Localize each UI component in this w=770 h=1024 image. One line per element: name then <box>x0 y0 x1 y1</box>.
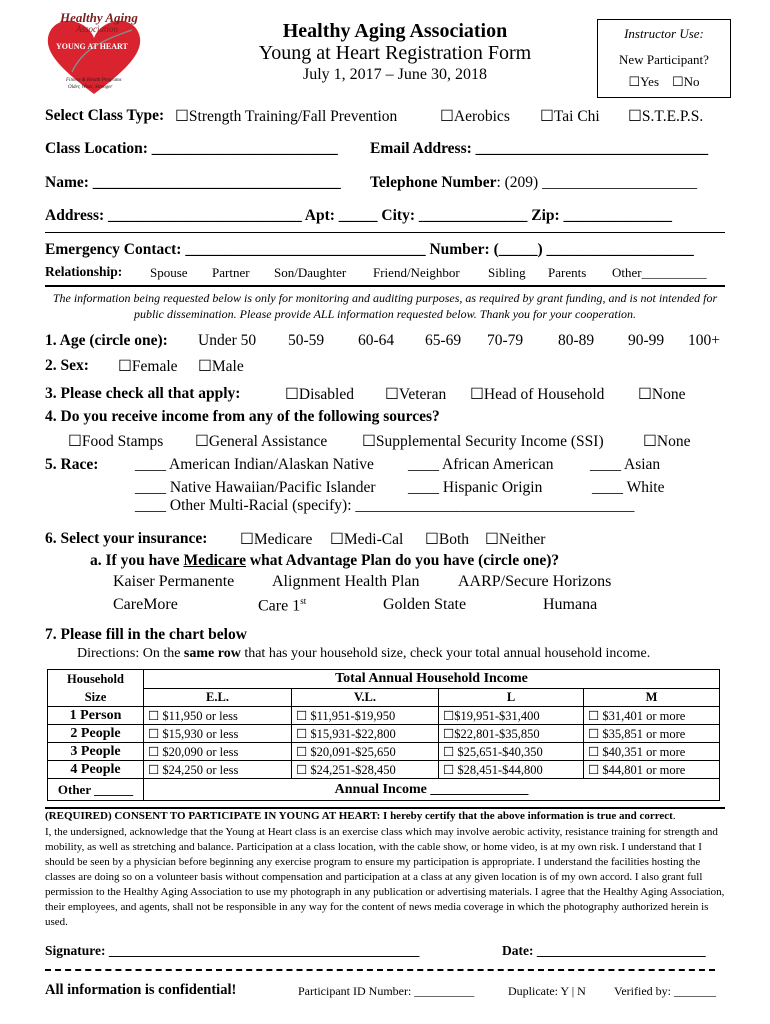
plan-care1-text: Care 1 <box>258 597 301 615</box>
instructor-use-box <box>597 19 731 98</box>
income-cell[interactable]: ☐ $20,091-$25,650 <box>292 743 439 761</box>
age-option-70-79[interactable]: 70-79 <box>487 332 524 349</box>
relationship-partner[interactable]: Partner <box>212 265 250 280</box>
age-option-under-50[interactable]: Under 50 <box>198 332 257 349</box>
row-size: 2 People <box>48 725 144 743</box>
class-option-steps[interactable]: ☐S.T.E.P.S. <box>628 108 704 125</box>
verified-by-field[interactable]: Verified by: _______ <box>614 984 716 998</box>
age-option-80-89[interactable]: 80-89 <box>558 332 595 349</box>
q2-sex-label: 2. Sex: <box>45 357 89 374</box>
relationship-label: Relationship: <box>45 264 123 279</box>
plan-kaiser[interactable]: Kaiser Permanente <box>113 573 235 590</box>
income-cell[interactable]: ☐ $35,851 or more <box>584 725 720 743</box>
q3-option-disabled[interactable]: ☐Disabled <box>285 386 354 403</box>
plan-care1-sup: st <box>300 596 307 606</box>
q6a-suffix: what Advantage Plan do you have (circle one)? <box>246 552 560 569</box>
new-participant-question: New Participant? <box>619 52 709 67</box>
col-m-header: M <box>584 688 720 707</box>
telephone-field[interactable] <box>370 174 697 192</box>
class-option-tai-chi[interactable]: ☐Tai Chi <box>540 108 600 125</box>
form-dates: July 1, 2017 – June 30, 2018 <box>303 66 487 83</box>
income-cell[interactable]: ☐ $44,801 or more <box>584 761 720 779</box>
col-el-header: E.L. <box>144 688 292 707</box>
q5-race-label: 5. Race: <box>45 456 99 473</box>
income-cell[interactable]: ☐$19,951-$31,400 <box>439 707 584 725</box>
telephone-label: Telephone Number <box>370 174 497 191</box>
q4-option-general-assistance[interactable]: ☐General Assistance <box>195 433 328 450</box>
confidential-notice: All information is confidential! <box>45 982 237 998</box>
logo-line3: YOUNG AT HEART <box>56 42 128 51</box>
q4-option-food-stamps[interactable]: ☐Food Stamps <box>68 433 164 450</box>
address-field[interactable]: Address: _________________________ Apt: _____ City: ______________ Zip: ______________ <box>45 207 673 224</box>
income-cell[interactable]: ☐ $11,951-$19,950 <box>292 707 439 725</box>
row-size: 1 Person <box>48 707 144 725</box>
col-l-header: L <box>439 688 584 707</box>
q7-label: 7. Please fill in the chart below <box>45 626 247 643</box>
q6-insurance-label: 6. Select your insurance: <box>45 530 208 547</box>
income-cell[interactable]: ☐ $11,950 or less <box>144 707 292 725</box>
sex-option-male[interactable]: ☐Male <box>198 358 244 375</box>
insurance-medi-cal[interactable]: ☐Medi-Cal <box>330 531 404 548</box>
class-option-strength[interactable]: ☐Strength Training/Fall Prevention <box>175 108 398 125</box>
logo-line4: Fitness & Health Programs <box>66 78 122 83</box>
duplicate-field[interactable]: Duplicate: Y | N <box>508 984 586 998</box>
instructor-title: Instructor Use: <box>624 26 704 41</box>
sex-option-female[interactable]: ☐Female <box>118 358 178 375</box>
q7-dir-bold: same row <box>183 646 241 661</box>
income-cell[interactable]: ☐ $40,351 or more <box>584 743 720 761</box>
class-type-label: Select Class Type: <box>45 107 165 124</box>
q7-dir-prefix: Directions: On the <box>77 646 184 661</box>
telephone-value: : (209) ____________________ <box>496 174 698 191</box>
income-cell[interactable]: ☐ $20,090 or less <box>144 743 292 761</box>
race-native-hawaiian[interactable]: ____ Native Hawaiian/Pacific Islander <box>135 479 376 496</box>
plan-humana[interactable]: Humana <box>543 596 598 613</box>
consent-heading-text: (REQUIRED) CONSENT TO PARTICIPATE IN YOUNG AT HEART: I hereby certify that the above information is true and correct <box>45 810 673 822</box>
age-option-60-64[interactable]: 60-64 <box>358 332 395 349</box>
divider-thick <box>45 285 725 287</box>
table-row <box>48 743 720 761</box>
relationship-sibling[interactable]: Sibling <box>488 265 526 280</box>
race-african-american[interactable]: ____ African American <box>408 456 554 473</box>
relationship-other[interactable]: Other__________ <box>612 265 707 280</box>
annual-income-field[interactable]: Annual Income ______________ <box>144 779 720 801</box>
divider-thick <box>45 807 725 809</box>
q6a-medicare: Medicare <box>183 552 246 569</box>
logo-line1: Healthy Aging <box>60 10 138 25</box>
q1-age-label: 1. Age (circle one): <box>45 332 168 349</box>
plan-aarp[interactable]: AARP/Secure Horizons <box>458 573 612 590</box>
q7-directions <box>77 646 650 662</box>
total-income-header: Total Annual Household Income <box>144 670 720 689</box>
new-participant-yes-checkbox[interactable]: ☐Yes <box>628 74 660 89</box>
relationship-parents[interactable]: Parents <box>548 265 587 280</box>
income-cell[interactable]: ☐ $25,651-$40,350 <box>439 743 584 761</box>
table-row <box>48 707 720 725</box>
relationship-friend-neighbor[interactable]: Friend/Neighbor <box>373 265 460 280</box>
q4-option-none[interactable]: ☐None <box>643 433 691 450</box>
insurance-neither[interactable]: ☐Neither <box>485 531 546 548</box>
age-option-100-plus[interactable]: 100+ <box>688 332 720 349</box>
col-vl-header: V.L. <box>292 688 439 707</box>
consent-heading-period: . <box>672 810 676 822</box>
q3-option-veteran[interactable]: ☐Veteran <box>385 386 447 403</box>
household-size-header: Household Size <box>48 670 144 707</box>
name-field[interactable]: Name: ________________________________ <box>45 174 341 191</box>
date-field[interactable]: Date: _________________________ <box>502 943 706 958</box>
relationship-son-daughter[interactable]: Son/Daughter <box>274 265 347 280</box>
association-logo <box>42 10 146 98</box>
cut-line <box>45 969 715 971</box>
race-asian[interactable]: ____ Asian <box>590 456 661 473</box>
income-cell[interactable]: ☐ $24,250 or less <box>144 761 292 779</box>
race-hispanic[interactable]: ____ Hispanic Origin <box>408 479 543 496</box>
class-location-field[interactable]: Class Location: ________________________ <box>45 140 338 157</box>
race-american-indian[interactable]: ____ American Indian/Alaskan Native <box>135 456 374 473</box>
form-title: Young at Heart Registration Form <box>258 42 532 64</box>
q4-option-ssi[interactable]: ☐Supplemental Security Income (SSI) <box>362 433 604 450</box>
income-cell[interactable]: ☐ $28,451-$44,800 <box>439 761 584 779</box>
new-participant-options <box>598 74 730 90</box>
plan-caremore[interactable]: CareMore <box>113 596 178 613</box>
consent-body: I, the undersigned, acknowledge that the Young at Heart class is an exercise class which may involve aerobic activity, resistance training for strength and mobility, as well as stretching and balance. Participation at a class location, with the cable show, or home video, is at my own risk. I understand that I should be seen by a physician before beginning any exercise program to ensure my participation is appropriate. I understand the facilities hosting the classes are doing so on a volunteer basis without compensation and participation at a class at any given location is of my own accord. I also grant full permission to the Healthy Aging Association to use my photograph in any publication or advertising materials. I agree that the Healthy Aging Association, their employees, and agents, shall not be responsible in any way for the content of news media coverage in which the photography authorized herein is used. <box>45 826 725 928</box>
q4-label: 4. Do you receive income from any of the following sources? <box>45 408 440 425</box>
income-table <box>47 669 720 801</box>
divider <box>45 232 725 233</box>
participant-id-field[interactable]: Participant ID Number: __________ <box>298 984 475 998</box>
emergency-contact-field[interactable]: Emergency Contact: _______________________________ Number: (_____) ___________________ <box>45 241 694 258</box>
table-row <box>48 761 720 779</box>
income-cell[interactable]: ☐ $15,930 or less <box>144 725 292 743</box>
row-size: 4 People <box>48 761 144 779</box>
logo-line2: Association <box>76 24 118 34</box>
age-option-65-69[interactable]: 65-69 <box>425 332 462 349</box>
q7-dir-suffix: that has your household size, check your total annual household income. <box>240 646 651 661</box>
insurance-medicare[interactable]: ☐Medicare <box>240 531 313 548</box>
email-field[interactable]: Email Address: ______________________________ <box>370 140 709 157</box>
plan-care1[interactable] <box>258 596 306 615</box>
logo-line5: Older, Wiser, Stronger <box>68 85 113 90</box>
data-use-notice: The information being requested below is only for monitoring and auditing purposes, as required by grant funding, and is not intended for public dissemination. Please provide ALL information requested below. Thank you for your cooperation. <box>52 291 718 321</box>
income-cell[interactable]: ☐$22,801-$35,850 <box>439 725 584 743</box>
row-size: 3 People <box>48 743 144 761</box>
q3-option-head-of-household[interactable]: ☐Head of Household <box>470 386 605 403</box>
age-option-50-59[interactable]: 50-59 <box>288 332 325 349</box>
q3-label: 3. Please check all that apply: <box>45 385 241 402</box>
income-cell[interactable]: ☐ $15,931-$22,800 <box>292 725 439 743</box>
age-option-90-99[interactable]: 90-99 <box>628 332 665 349</box>
relationship-spouse[interactable]: Spouse <box>150 265 188 280</box>
plan-alignment[interactable]: Alignment Health Plan <box>272 573 420 590</box>
signature-field[interactable]: Signature: ______________________________________________ <box>45 943 420 958</box>
other-size-field[interactable]: Other ______ <box>48 779 144 801</box>
q6a-prefix: a. If you have <box>90 552 184 569</box>
org-title: Healthy Aging Association <box>282 20 508 42</box>
q6a-question <box>90 552 559 570</box>
race-other-multiracial[interactable]: ____ Other Multi-Racial (specify): ____________________________________ <box>135 497 635 514</box>
income-cell[interactable]: ☐ $24,251-$28,450 <box>292 761 439 779</box>
insurance-both[interactable]: ☐Both <box>425 531 470 548</box>
income-cell[interactable]: ☐ $31,401 or more <box>584 707 720 725</box>
table-row <box>48 725 720 743</box>
new-participant-no-checkbox[interactable]: ☐No <box>672 74 700 89</box>
consent-heading <box>45 810 676 822</box>
plan-golden-state[interactable]: Golden State <box>383 596 467 613</box>
race-white[interactable]: ____ White <box>592 479 665 496</box>
class-option-aerobics[interactable]: ☐Aerobics <box>440 108 510 125</box>
q3-option-none[interactable]: ☐None <box>638 386 686 403</box>
